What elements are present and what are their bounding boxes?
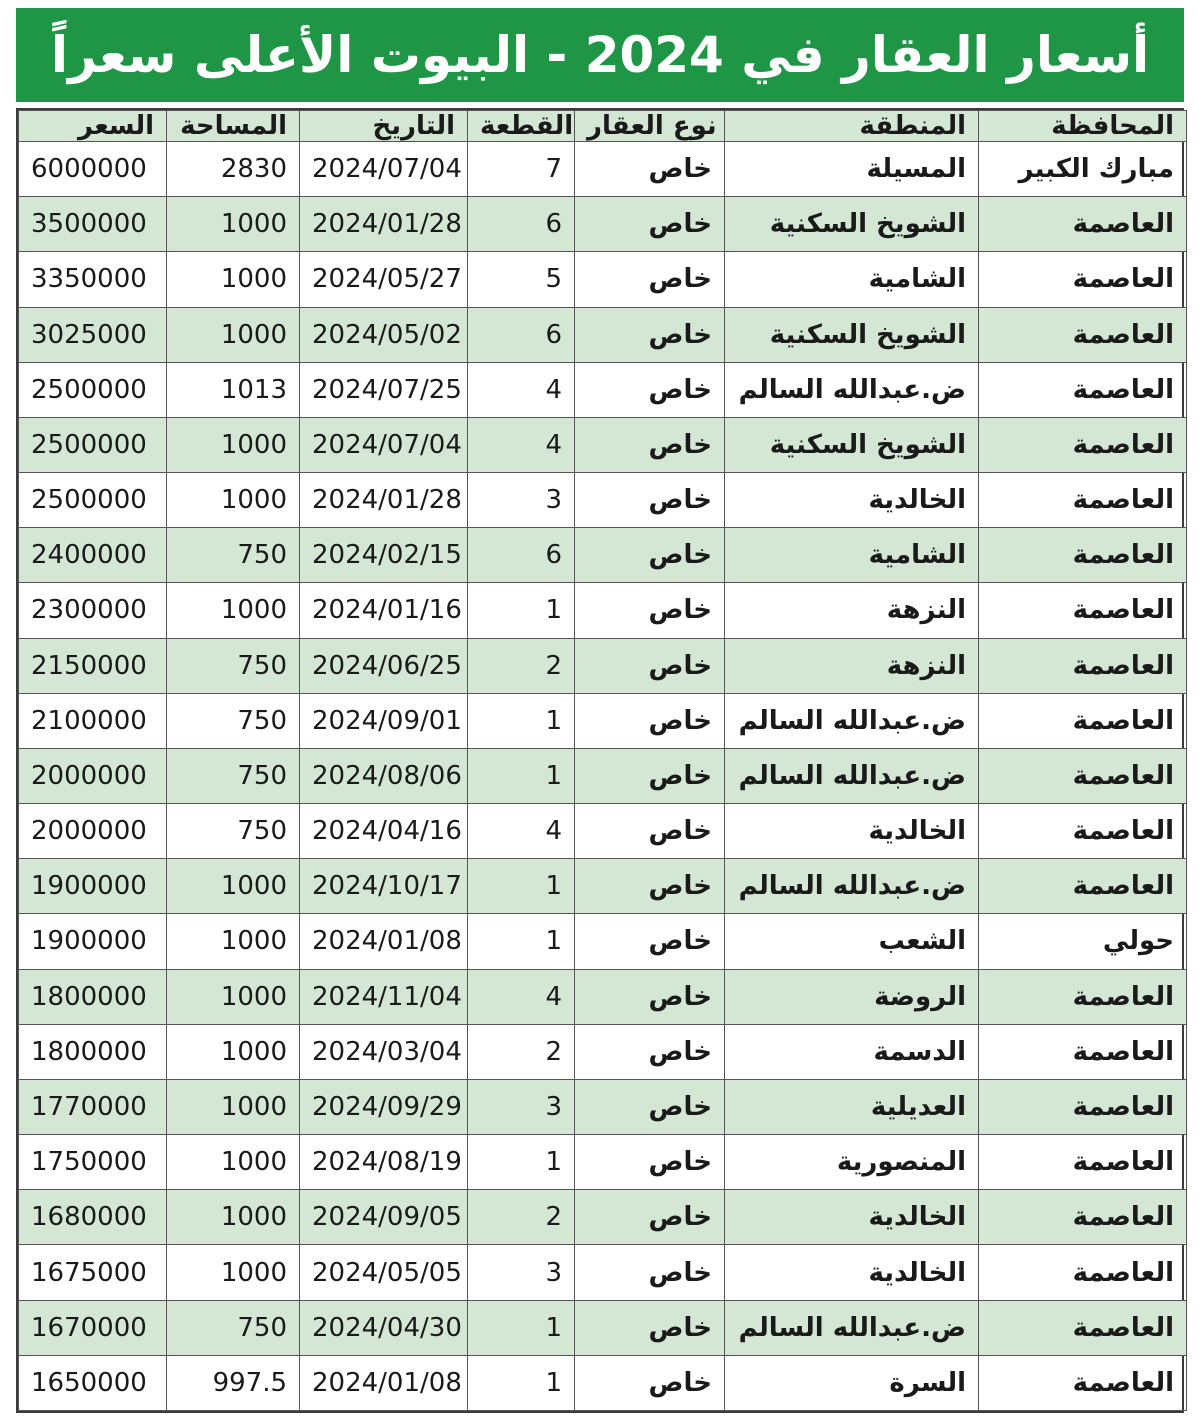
table-row — [19, 473, 1187, 528]
cell-date: 2024/01/28 — [300, 197, 468, 252]
cell-plot: 2 — [468, 638, 575, 693]
cell-plot: 1 — [468, 1135, 575, 1190]
table-row — [19, 1355, 1187, 1410]
header-date: التاريخ — [300, 111, 468, 142]
cell-region: ض.عبدالله السالم — [725, 1300, 979, 1355]
table-row — [19, 969, 1187, 1024]
cell-plot: 4 — [468, 417, 575, 472]
table-row — [19, 804, 1187, 859]
cell-area: 1000 — [167, 252, 300, 307]
cell-governorate: العاصمة — [979, 473, 1187, 528]
cell-plot: 1 — [468, 693, 575, 748]
cell-type: خاص — [575, 362, 725, 417]
cell-plot: 6 — [468, 307, 575, 362]
cell-governorate: العاصمة — [979, 748, 1187, 803]
table-row — [19, 252, 1187, 307]
cell-price: 1680000 — [19, 1190, 167, 1245]
cell-type: خاص — [575, 1135, 725, 1190]
cell-plot: 4 — [468, 969, 575, 1024]
cell-date: 2024/09/05 — [300, 1190, 468, 1245]
cell-governorate: العاصمة — [979, 969, 1187, 1024]
page-title — [16, 8, 1184, 102]
cell-price: 2100000 — [19, 693, 167, 748]
cell-plot: 1 — [468, 583, 575, 638]
cell-plot: 1 — [468, 1355, 575, 1410]
cell-date: 2024/05/27 — [300, 252, 468, 307]
cell-region: الشويخ السكنية — [725, 417, 979, 472]
header-price: السعر — [19, 111, 167, 142]
cell-governorate: العاصمة — [979, 1190, 1187, 1245]
cell-plot: 5 — [468, 252, 575, 307]
header-governorate: المحافظة — [979, 111, 1187, 142]
cell-price: 2000000 — [19, 748, 167, 803]
table-header-row — [19, 111, 1187, 142]
cell-region: ض.عبدالله السالم — [725, 693, 979, 748]
cell-price: 2150000 — [19, 638, 167, 693]
cell-plot: 3 — [468, 473, 575, 528]
cell-plot: 6 — [468, 197, 575, 252]
data-table — [18, 110, 1187, 1411]
cell-plot: 1 — [468, 748, 575, 803]
cell-region: الشعب — [725, 914, 979, 969]
cell-date: 2024/03/04 — [300, 1024, 468, 1079]
header-region: المنطقة — [725, 111, 979, 142]
cell-area: 1000 — [167, 583, 300, 638]
cell-plot: 4 — [468, 804, 575, 859]
cell-area: 1013 — [167, 362, 300, 417]
cell-region: الشامية — [725, 252, 979, 307]
header-plot: القطعة — [468, 111, 575, 142]
cell-governorate: العاصمة — [979, 1245, 1187, 1300]
cell-price: 1650000 — [19, 1355, 167, 1410]
cell-governorate: العاصمة — [979, 638, 1187, 693]
cell-type: خاص — [575, 417, 725, 472]
cell-type: خاص — [575, 638, 725, 693]
cell-date: 2024/04/16 — [300, 804, 468, 859]
cell-area: 1000 — [167, 859, 300, 914]
table-row — [19, 748, 1187, 803]
cell-type: خاص — [575, 969, 725, 1024]
cell-area: 1000 — [167, 969, 300, 1024]
cell-governorate: مبارك الكبير — [979, 142, 1187, 197]
table-row — [19, 1300, 1187, 1355]
cell-governorate: حولي — [979, 914, 1187, 969]
cell-region: الشامية — [725, 528, 979, 583]
cell-date: 2024/08/19 — [300, 1135, 468, 1190]
cell-area: 750 — [167, 693, 300, 748]
cell-region: الخالدية — [725, 1245, 979, 1300]
cell-date: 2024/09/29 — [300, 1079, 468, 1134]
cell-area: 1000 — [167, 1079, 300, 1134]
table-body — [19, 142, 1187, 1411]
cell-area: 2830 — [167, 142, 300, 197]
cell-region: المنصورية — [725, 1135, 979, 1190]
cell-type: خاص — [575, 1245, 725, 1300]
cell-date: 2024/01/28 — [300, 473, 468, 528]
cell-plot: 1 — [468, 1300, 575, 1355]
cell-date: 2024/10/17 — [300, 859, 468, 914]
cell-price: 1800000 — [19, 1024, 167, 1079]
cell-governorate: العاصمة — [979, 693, 1187, 748]
cell-governorate: العاصمة — [979, 252, 1187, 307]
cell-governorate: العاصمة — [979, 307, 1187, 362]
cell-area: 997.5 — [167, 1355, 300, 1410]
table-row — [19, 1190, 1187, 1245]
table-row — [19, 197, 1187, 252]
cell-area: 750 — [167, 638, 300, 693]
cell-date: 2024/02/15 — [300, 528, 468, 583]
cell-area: 1000 — [167, 1024, 300, 1079]
cell-region: النزهة — [725, 638, 979, 693]
cell-type: خاص — [575, 583, 725, 638]
cell-region: الخالدية — [725, 804, 979, 859]
cell-governorate: العاصمة — [979, 1355, 1187, 1410]
cell-type: خاص — [575, 473, 725, 528]
cell-region: السرة — [725, 1355, 979, 1410]
cell-area: 750 — [167, 804, 300, 859]
table-row — [19, 142, 1187, 197]
cell-price: 1770000 — [19, 1079, 167, 1134]
table-row — [19, 859, 1187, 914]
cell-date: 2024/07/04 — [300, 142, 468, 197]
table-row — [19, 583, 1187, 638]
cell-area: 1000 — [167, 417, 300, 472]
cell-governorate: العاصمة — [979, 804, 1187, 859]
header-area: المساحة — [167, 111, 300, 142]
cell-type: خاص — [575, 197, 725, 252]
page-title-text: أسعار العقار في 2024 - البيوت الأعلى سعراً — [50, 26, 1150, 84]
cell-region: الخالدية — [725, 1190, 979, 1245]
cell-area: 1000 — [167, 1190, 300, 1245]
cell-date: 2024/05/02 — [300, 307, 468, 362]
cell-area: 1000 — [167, 197, 300, 252]
cell-plot: 4 — [468, 362, 575, 417]
cell-date: 2024/01/16 — [300, 583, 468, 638]
cell-price: 2400000 — [19, 528, 167, 583]
cell-plot: 1 — [468, 859, 575, 914]
table-row — [19, 362, 1187, 417]
cell-region: الخالدية — [725, 473, 979, 528]
table-row — [19, 1079, 1187, 1134]
cell-region: الدسمة — [725, 1024, 979, 1079]
cell-price: 1670000 — [19, 1300, 167, 1355]
cell-region: العديلية — [725, 1079, 979, 1134]
cell-plot: 3 — [468, 1245, 575, 1300]
cell-type: خاص — [575, 307, 725, 362]
cell-governorate: العاصمة — [979, 1300, 1187, 1355]
table-row — [19, 693, 1187, 748]
table-row — [19, 417, 1187, 472]
cell-type: خاص — [575, 142, 725, 197]
table-row — [19, 307, 1187, 362]
cell-area: 1000 — [167, 914, 300, 969]
cell-price: 1900000 — [19, 914, 167, 969]
cell-date: 2024/08/06 — [300, 748, 468, 803]
cell-region: ض.عبدالله السالم — [725, 362, 979, 417]
cell-area: 1000 — [167, 1245, 300, 1300]
cell-plot: 3 — [468, 1079, 575, 1134]
cell-area: 1000 — [167, 1135, 300, 1190]
cell-price: 1800000 — [19, 969, 167, 1024]
table-row — [19, 914, 1187, 969]
cell-area: 750 — [167, 748, 300, 803]
cell-price: 2500000 — [19, 417, 167, 472]
cell-type: خاص — [575, 748, 725, 803]
cell-governorate: العاصمة — [979, 362, 1187, 417]
cell-region: الروضة — [725, 969, 979, 1024]
cell-date: 2024/07/04 — [300, 417, 468, 472]
cell-governorate: العاصمة — [979, 528, 1187, 583]
price-table — [16, 108, 1184, 1413]
cell-area: 750 — [167, 1300, 300, 1355]
table-row — [19, 1245, 1187, 1300]
cell-date: 2024/01/08 — [300, 1355, 468, 1410]
cell-date: 2024/04/30 — [300, 1300, 468, 1355]
cell-date: 2024/11/04 — [300, 969, 468, 1024]
cell-region: الشويخ السكنية — [725, 307, 979, 362]
header-type: نوع العقار — [575, 111, 725, 142]
table-row — [19, 1135, 1187, 1190]
cell-price: 2300000 — [19, 583, 167, 638]
cell-governorate: العاصمة — [979, 1024, 1187, 1079]
cell-type: خاص — [575, 1190, 725, 1245]
cell-price: 1675000 — [19, 1245, 167, 1300]
cell-price: 1900000 — [19, 859, 167, 914]
cell-governorate: العاصمة — [979, 1079, 1187, 1134]
cell-type: خاص — [575, 1355, 725, 1410]
cell-region: ض.عبدالله السالم — [725, 859, 979, 914]
cell-type: خاص — [575, 914, 725, 969]
cell-region: المسيلة — [725, 142, 979, 197]
cell-type: خاص — [575, 859, 725, 914]
cell-price: 2500000 — [19, 473, 167, 528]
cell-area: 750 — [167, 528, 300, 583]
table-row — [19, 1024, 1187, 1079]
cell-governorate: العاصمة — [979, 197, 1187, 252]
cell-plot: 2 — [468, 1190, 575, 1245]
cell-type: خاص — [575, 1079, 725, 1134]
cell-price: 1750000 — [19, 1135, 167, 1190]
cell-governorate: العاصمة — [979, 417, 1187, 472]
cell-plot: 1 — [468, 914, 575, 969]
cell-price: 2000000 — [19, 804, 167, 859]
cell-date: 2024/05/05 — [300, 1245, 468, 1300]
cell-date: 2024/07/25 — [300, 362, 468, 417]
cell-region: الشويخ السكنية — [725, 197, 979, 252]
cell-plot: 2 — [468, 1024, 575, 1079]
cell-type: خاص — [575, 1024, 725, 1079]
cell-price: 3500000 — [19, 197, 167, 252]
cell-area: 1000 — [167, 473, 300, 528]
cell-type: خاص — [575, 1300, 725, 1355]
cell-type: خاص — [575, 693, 725, 748]
cell-type: خاص — [575, 528, 725, 583]
cell-type: خاص — [575, 804, 725, 859]
cell-date: 2024/06/25 — [300, 638, 468, 693]
cell-price: 2500000 — [19, 362, 167, 417]
cell-date: 2024/01/08 — [300, 914, 468, 969]
cell-region: ض.عبدالله السالم — [725, 748, 979, 803]
cell-price: 3350000 — [19, 252, 167, 307]
cell-governorate: العاصمة — [979, 1135, 1187, 1190]
cell-price: 3025000 — [19, 307, 167, 362]
cell-plot: 7 — [468, 142, 575, 197]
cell-plot: 6 — [468, 528, 575, 583]
cell-governorate: العاصمة — [979, 859, 1187, 914]
table-row — [19, 528, 1187, 583]
cell-area: 1000 — [167, 307, 300, 362]
cell-type: خاص — [575, 252, 725, 307]
cell-region: النزهة — [725, 583, 979, 638]
cell-date: 2024/09/01 — [300, 693, 468, 748]
cell-governorate: العاصمة — [979, 583, 1187, 638]
table-row — [19, 638, 1187, 693]
cell-price: 6000000 — [19, 142, 167, 197]
